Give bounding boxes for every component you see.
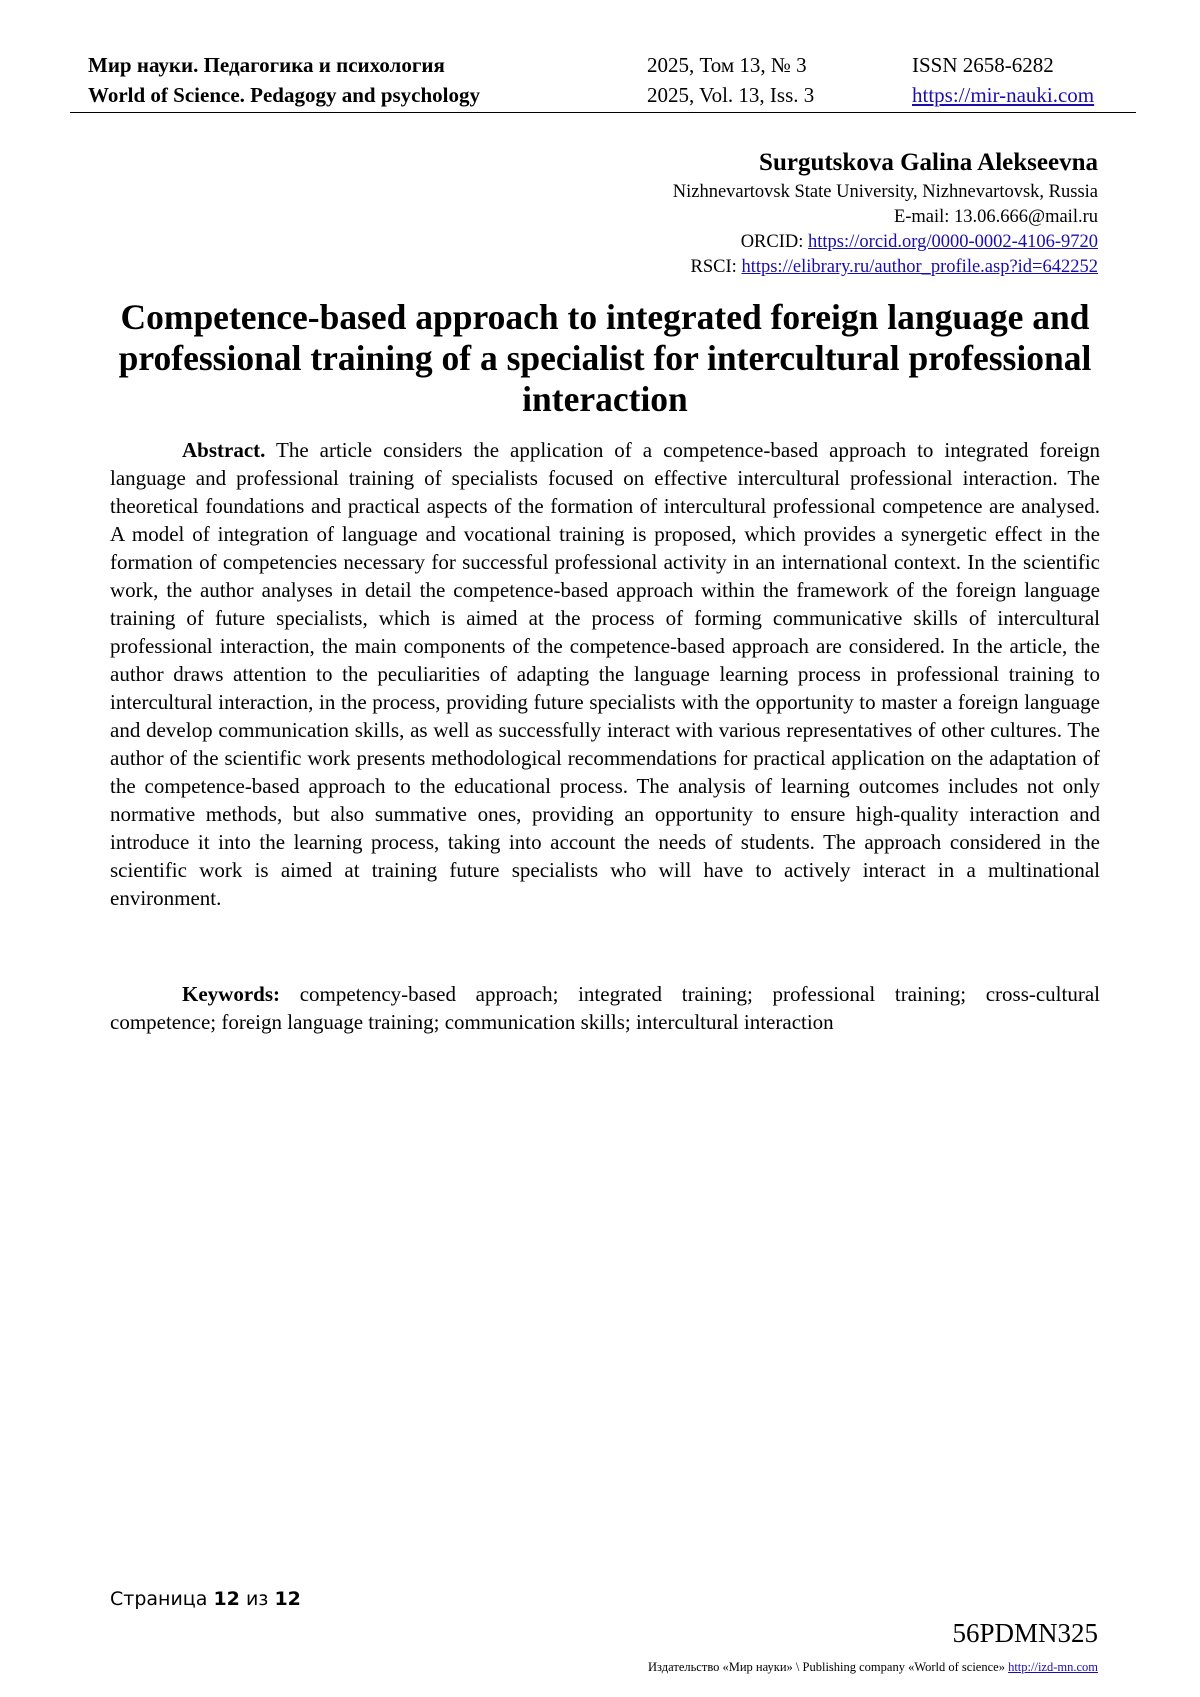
article-title: Competence-based approach to integrated foreign language and professional training of a specialist for intercultural professional interaction — [118, 297, 1092, 419]
author-email: 13.06.666@mail.ru — [954, 207, 1098, 227]
issue-info — [647, 50, 814, 110]
keywords-label: Keywords: — [182, 982, 280, 1006]
page-of-label: из — [245, 1588, 269, 1610]
journal-site-link[interactable]: https://mir-nauki.com — [912, 83, 1095, 107]
issue-en: 2025, Vol. 13, Iss. 3 — [647, 83, 815, 107]
publisher-text: Издательство «Мир науки» \ Publishing company «World of science» — [648, 1660, 1005, 1674]
journal-title — [88, 50, 480, 110]
rsci-label: RSCI: — [690, 257, 737, 277]
author-block — [673, 146, 1098, 280]
author-email-line — [673, 205, 1098, 230]
abstract-label: Abstract. — [182, 438, 266, 462]
keywords-text: competency-based approach; integrated training; professional training; cross-cultural competence; foreign language training; communication skills; intercultural interaction — [110, 982, 1101, 1034]
document-code: 56PDMN325 — [952, 1618, 1098, 1648]
publisher-footer — [648, 1660, 1098, 1675]
header-divider — [70, 112, 1136, 113]
issn: ISSN 2658-6282 — [912, 53, 1054, 77]
author-orcid-line — [673, 230, 1098, 255]
page-total: 12 — [274, 1588, 301, 1610]
page-current: 12 — [213, 1588, 240, 1610]
page-label: Страница — [110, 1588, 208, 1610]
publisher-link[interactable]: http://izd-mn.com — [1008, 1660, 1098, 1674]
orcid-label: ORCID: — [740, 232, 804, 252]
orcid-link[interactable]: https://orcid.org/0000-0002-4106-9720 — [808, 232, 1098, 252]
email-label: E-mail: — [893, 207, 950, 227]
keywords — [110, 980, 1100, 1036]
journal-title-en: World of Science. Pedagogy and psychology — [88, 83, 481, 107]
issue-ru: 2025, Том 13, № 3 — [647, 53, 807, 77]
issn-block — [912, 50, 1094, 110]
page-number — [110, 1588, 301, 1610]
author-affiliation: Nizhnevartovsk State University, Nizhnevartovsk, Russia — [672, 182, 1098, 202]
journal-title-ru: Мир науки. Педагогика и психология — [88, 53, 445, 77]
author-name: Surgutskova Galina Alekseevna — [759, 149, 1098, 176]
rsci-link[interactable]: https://elibrary.ru/author_profile.asp?id=642252 — [741, 257, 1098, 277]
author-rsci-line — [673, 255, 1098, 280]
abstract-text: The article considers the application of a competence-based approach to integrated foreign language and professional training of specialists focused on effective intercultural professional interaction. The theoretical foundations and practical aspects of the formation of intercultural professional competence are analysed. A model of integration of language and vocational training is proposed, which provides a synergetic effect in the formation of competencies necessary for successful professional activity in an international context. In the scientific work, the author analyses in detail the competence-based approach within the framework of the foreign language training of future specialists, which is aimed at the process of forming communicative skills of intercultural professional interaction, the main components of the competence-based approach are considered. In the article, the author draws attention to the peculiarities of adapting the language learning process in professional training to intercultural interaction, in the process, providing future specialists with the opportunity to master a foreign language and develop communication skills, as well as successfully interact with various representatives of other cultures. The author of the scientific work presents methodological recommendations for practical application on the adaptation of the competence-based approach to the educational process. The analysis of learning outcomes includes not only normative methods, but also summative ones, providing an opportunity to ensure high-quality interaction and introduce it into the learning process, taking into account the needs of students. The approach considered in the scientific work is aimed at training future specialists who will have to actively interact in a multinational environment. — [110, 438, 1100, 910]
abstract — [110, 436, 1100, 912]
